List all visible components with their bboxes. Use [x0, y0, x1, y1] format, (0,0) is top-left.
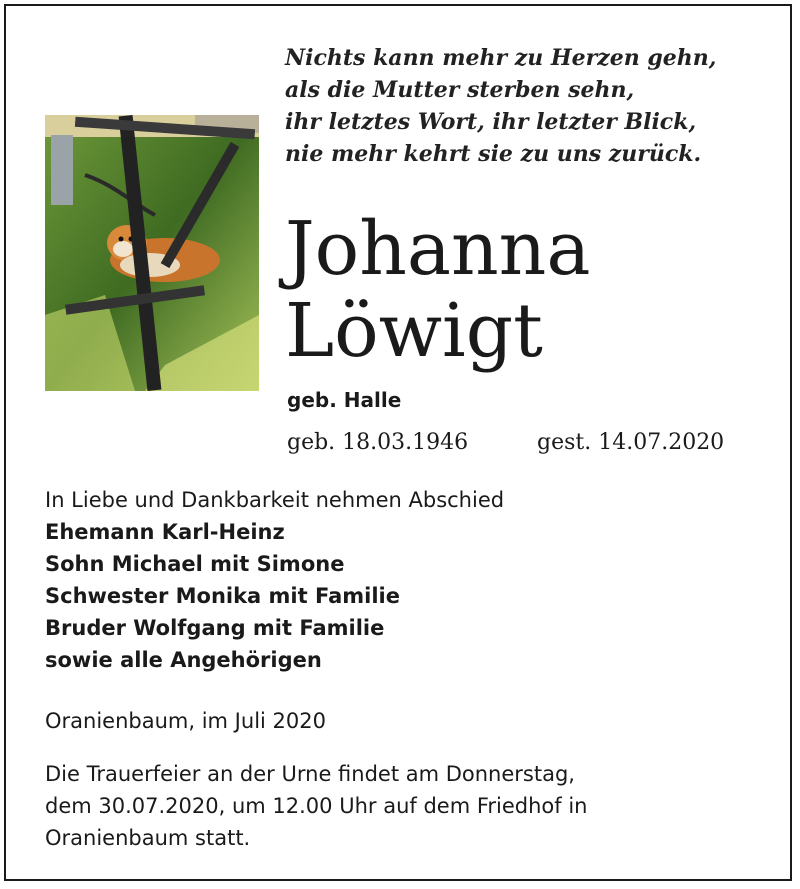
first-name: Johanna [285, 206, 591, 292]
poem-line: nie mehr kehrt sie zu uns zurück. [285, 141, 702, 167]
mourners-intro: In Liebe und Dankbarkeit nehmen Abschied [45, 488, 505, 512]
deceased-name [285, 208, 590, 372]
service-line: Oranienbaum statt. [45, 826, 251, 850]
mourner-name: Ehemann Karl-Heinz [45, 520, 285, 544]
portrait-photo [45, 115, 259, 391]
poem-line: ihr letztes Wort, ihr letzter Blick, [285, 109, 697, 135]
poem-line: Nichts kann mehr zu Herzen gehn, [285, 45, 717, 71]
birth-date: geb. 18.03.1946 [287, 430, 469, 455]
mourner-name: Schwester Monika mit Familie [45, 584, 400, 608]
place-and-date: Oranienbaum, im Juli 2020 [45, 709, 326, 733]
funeral-service-info [45, 758, 745, 854]
death-date: gest. 14.07.2020 [537, 430, 725, 455]
mourner-name: Bruder Wolfgang mit Familie [45, 616, 385, 640]
mourner-name: sowie alle Angehörigen [45, 648, 322, 672]
photo-dog-on-grass [45, 115, 259, 391]
mourners-block [45, 484, 745, 676]
poem [285, 42, 765, 170]
life-dates [287, 430, 725, 455]
service-line: Die Trauerfeier an der Urne findet am Donnerstag, [45, 762, 575, 786]
service-line: dem 30.07.2020, um 12.00 Uhr auf dem Friedhof in [45, 794, 588, 818]
maiden-name: geb. Halle [287, 388, 402, 412]
poem-line: als die Mutter sterben sehn, [285, 77, 635, 103]
last-name: Löwigt [285, 288, 543, 374]
mourner-name: Sohn Michael mit Simone [45, 552, 345, 576]
